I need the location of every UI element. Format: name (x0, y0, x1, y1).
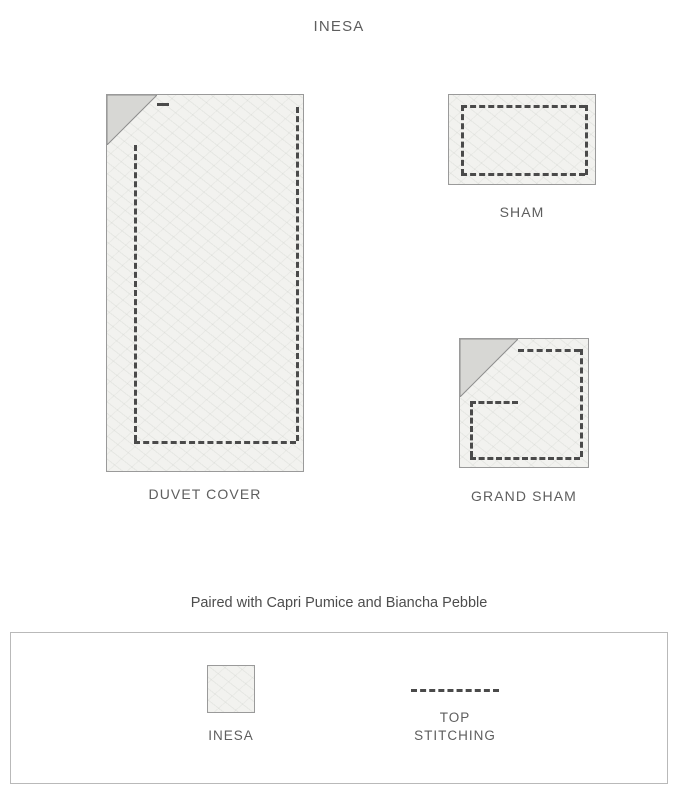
grand-sham-stitch-bottom (470, 457, 580, 460)
duvet-cover-label: DUVET COVER (148, 486, 262, 502)
sham-swatch (448, 94, 596, 185)
grand-sham-label: GRAND SHAM (471, 488, 577, 504)
floral-vein-overlay (449, 95, 595, 184)
duvet-stitch-vertical (134, 145, 137, 441)
sham-stitch-bottom (461, 173, 585, 176)
sham-stitch-top (461, 105, 585, 108)
grand-sham-stitch-inner (470, 401, 518, 404)
grand-sham-swatch (459, 338, 589, 468)
duvet-stitch-bottom (134, 441, 296, 444)
paired-with-caption: Paired with Capri Pumice and Biancha Pebble (190, 595, 488, 611)
legend-box (10, 632, 668, 784)
grand-sham-stitch-top (518, 349, 580, 352)
sham-stitch-right (585, 105, 588, 175)
legend-caption-top-stitching (387, 709, 523, 745)
floral-vein-overlay (208, 666, 254, 712)
duvet-cover-swatch (106, 94, 304, 472)
folded-corner-icon (107, 95, 157, 145)
page-title: INESA (313, 18, 365, 35)
duvet-stitch-top (157, 103, 169, 106)
inesa-swatch (207, 665, 255, 713)
legend-caption-top-stitching-line2: STITCHING (414, 728, 496, 743)
grand-sham-stitch-right (580, 349, 583, 457)
figure-sham (448, 94, 596, 220)
duvet-stitch-right (296, 107, 299, 441)
folded-corner-icon (460, 339, 518, 397)
figure-grand-sham (459, 338, 589, 504)
legend-caption-top-stitching-line1: TOP (439, 710, 471, 725)
top-stitching-dash-icon (411, 689, 499, 695)
legend-item-inesa (173, 665, 289, 745)
figure-duvet-cover (106, 94, 304, 502)
sham-label: SHAM (499, 204, 545, 220)
sham-stitch-left (461, 105, 464, 175)
legend-item-top-stitching (387, 665, 523, 745)
legend-caption-inesa: INESA (208, 728, 254, 743)
grand-sham-stitch-left (470, 401, 473, 457)
